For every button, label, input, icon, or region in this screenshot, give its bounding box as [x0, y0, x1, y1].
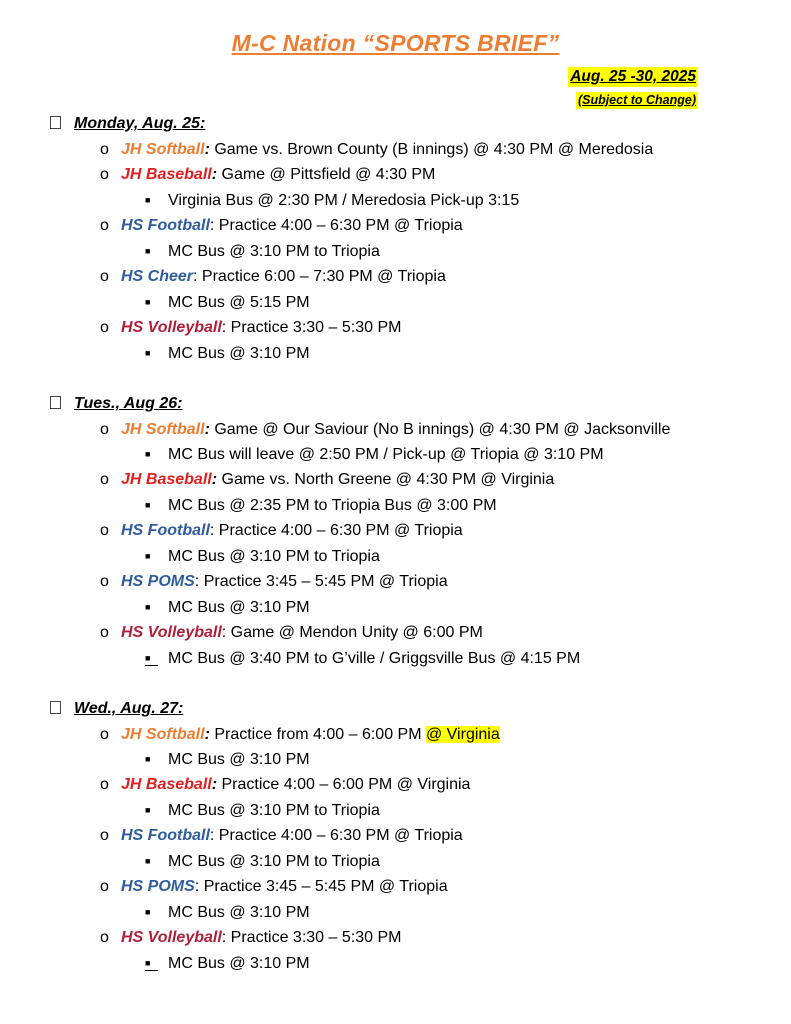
bus-info: MC Bus @ 3:10 PM — [168, 904, 310, 921]
bullet-icon: o — [100, 776, 109, 793]
bullet-icon: o — [100, 471, 109, 488]
page-title: M-C Nation “SPORTS BRIEF” — [231, 30, 560, 56]
bus-info: MC Bus @ 3:10 PM — [168, 751, 310, 768]
square-bullet-icon: ■ — [145, 246, 151, 256]
square-bullet-icon: ■ — [145, 602, 151, 612]
event-text: Game vs. Brown County (B innings) @ 4:30 PM @ Meredosia — [209, 141, 654, 158]
bullet-icon: o — [100, 319, 109, 336]
bullet-icon: o — [100, 421, 109, 438]
sport-label: JH Baseball — [121, 471, 212, 488]
sport-label: JH Baseball — [121, 776, 212, 793]
bus-info: MC Bus @ 3:10 PM to Triopia — [168, 243, 380, 260]
bus-info: MC Bus @ 3:10 PM to Triopia — [168, 802, 380, 819]
highlighted-location: @ Virginia — [425, 726, 500, 743]
sport-label: HS POMS — [121, 573, 195, 590]
event-text: Game vs. North Greene @ 4:30 PM @ Virginia — [217, 471, 555, 488]
event-text: Game @ Mendon Unity @ 6:00 PM — [226, 624, 483, 641]
sport-label: HS Cheer — [121, 268, 194, 285]
square-bullet-icon: ■ — [145, 195, 151, 205]
sport-label: HS Volleyball — [121, 624, 222, 641]
bullet-icon: o — [100, 268, 109, 285]
square-bullet-icon: ■ — [145, 805, 151, 815]
event-text: Practice 4:00 – 6:30 PM @ Triopia — [214, 522, 463, 539]
bullet-icon: o — [100, 166, 109, 183]
sport-label: HS Volleyball — [121, 319, 222, 336]
event-text: Practice 4:00 – 6:00 PM @ Virginia — [217, 776, 471, 793]
sport-label: JH Softball — [121, 726, 205, 743]
square-bullet-icon: ■ — [145, 297, 151, 307]
bus-info: MC Bus @ 3:10 PM to Triopia — [168, 853, 380, 870]
event-text: Practice from 4:00 – 6:00 PM — [209, 726, 426, 743]
date-range: Aug. 25 -30, 2025 — [570, 68, 696, 85]
day-heading: Monday, Aug. 25: — [50, 113, 205, 135]
sport-label: JH Softball — [121, 141, 205, 158]
day-heading: Wed., Aug. 27: — [50, 698, 183, 720]
event-text: Practice 3:30 – 5:30 PM — [226, 319, 402, 336]
checkbox-icon — [50, 701, 61, 714]
event-text: Practice 3:45 – 5:45 PM @ Triopia — [199, 573, 448, 590]
bullet-icon: o — [100, 141, 109, 158]
sport-label: JH Softball — [121, 421, 205, 438]
event-text: Practice 3:45 – 5:45 PM @ Triopia — [199, 878, 448, 895]
event-text: Practice 3:30 – 5:30 PM — [226, 929, 402, 946]
bullet-icon: o — [100, 827, 109, 844]
bus-info: MC Bus @ 5:15 PM — [168, 294, 310, 311]
event-text: Game @ Our Saviour (No B innings) @ 4:30 PM @ Jacksonville — [209, 421, 671, 438]
event-text: Practice 4:00 – 6:30 PM @ Triopia — [214, 217, 463, 234]
event-text: Practice 4:00 – 6:30 PM @ Triopia — [214, 827, 463, 844]
subject-to-change-note: (Subject to Change) — [577, 93, 696, 107]
square-bullet-icon: ■ — [145, 907, 151, 917]
square-bullet-icon: ■ — [145, 958, 158, 968]
bullet-icon: o — [100, 878, 109, 895]
sport-label: HS POMS — [121, 878, 195, 895]
square-bullet-icon: ■ — [145, 551, 151, 561]
bullet-icon: o — [100, 929, 109, 946]
bullet-icon: o — [100, 726, 109, 743]
bullet-icon: o — [100, 573, 109, 590]
sport-label: HS Volleyball — [121, 929, 222, 946]
bullet-icon: o — [100, 217, 109, 234]
checkbox-icon — [50, 396, 61, 409]
bus-info: MC Bus @ 3:10 PM — [168, 599, 310, 616]
bus-info: MC Bus @ 3:10 PM — [168, 955, 310, 972]
day-heading: Tues., Aug 26: — [50, 393, 182, 415]
bus-info: MC Bus @ 3:10 PM — [168, 345, 310, 362]
sport-label: HS Football — [121, 522, 210, 539]
square-bullet-icon: ■ — [145, 653, 158, 663]
square-bullet-icon: ■ — [145, 754, 151, 764]
square-bullet-icon: ■ — [145, 449, 151, 459]
bullet-icon: o — [100, 522, 109, 539]
bus-info: Virginia Bus @ 2:30 PM / Meredosia Pick-up 3:15 — [168, 192, 520, 209]
square-bullet-icon: ■ — [145, 500, 151, 510]
sport-label: JH Baseball — [121, 166, 212, 183]
checkbox-icon — [50, 116, 61, 129]
square-bullet-icon: ■ — [145, 348, 151, 358]
event-text: Practice 6:00 – 7:30 PM @ Triopia — [197, 268, 446, 285]
event-text: Game @ Pittsfield @ 4:30 PM — [217, 166, 436, 183]
bus-info: MC Bus @ 3:40 PM to G’ville / Griggsville Bus @ 4:15 PM — [168, 650, 581, 667]
bullet-icon: o — [100, 624, 109, 641]
sport-label: HS Football — [121, 217, 210, 234]
bus-info: MC Bus will leave @ 2:50 PM / Pick-up @ Triopia @ 3:10 PM — [168, 446, 604, 463]
bus-info: MC Bus @ 2:35 PM to Triopia Bus @ 3:00 PM — [168, 497, 497, 514]
bus-info: MC Bus @ 3:10 PM to Triopia — [168, 548, 380, 565]
square-bullet-icon: ■ — [145, 856, 151, 866]
sport-label: HS Football — [121, 827, 210, 844]
